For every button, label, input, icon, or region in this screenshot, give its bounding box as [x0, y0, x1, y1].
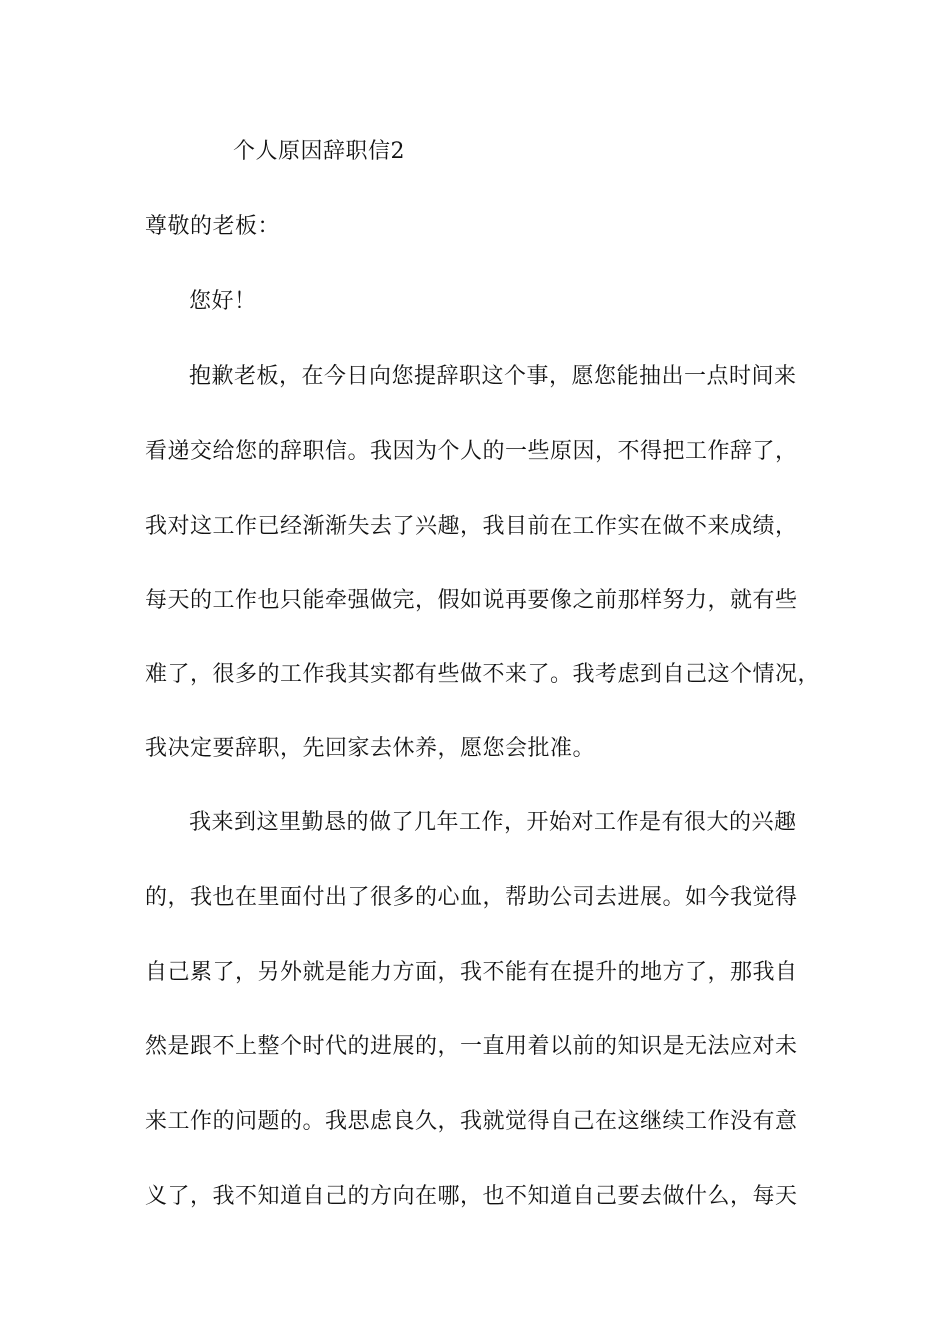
document-title: 个人原因辞职信2 — [233, 139, 405, 164]
paragraph1-line-2: 看递交给您的辞职信。我因为个人的一些原因，不得把工作辞了， — [145, 439, 798, 464]
paragraph1-line-3: 我对这工作已经渐渐失去了兴趣，我目前在工作实在做不来成绩， — [145, 514, 798, 539]
paragraph1-line-6: 我决定要辞职，先回家去休养，愿您会批准。 — [145, 736, 596, 761]
paragraph2-line-4: 然是跟不上整个时代的进展的，一直用着以前的知识是无法应对未 — [145, 1034, 798, 1059]
paragraph2-line-3: 自己累了，另外就是能力方面，我不能有在提升的地方了，那我自 — [145, 960, 798, 985]
paragraph1-line-5: 难了，很多的工作我其实都有些做不来了。我考虑到自己这个情况， — [145, 662, 821, 687]
paragraph2-line-6: 义了，我不知道自己的方向在哪，也不知道自己要去做什么，每天 — [145, 1184, 798, 1209]
paragraph1-line-4: 每天的工作也只能牵强做完，假如说再要像之前那样努力，就有些 — [145, 588, 798, 613]
salutation: 尊敬的老板： — [145, 214, 281, 239]
paragraph2-line-5: 来工作的问题的。我思虑良久，我就觉得自己在这继续工作没有意 — [145, 1109, 798, 1134]
paragraph2-line-2: 的，我也在里面付出了很多的心血，帮助公司去进展。如今我觉得 — [145, 885, 798, 910]
greeting: 您好！ — [189, 289, 257, 314]
paragraph2-line-1: 我来到这里勤恳的做了几年工作，开始对工作是有很大的兴趣 — [189, 810, 797, 835]
paragraph1-line-1: 抱歉老板，在今日向您提辞职这个事，愿您能抽出一点时间来 — [189, 364, 797, 389]
